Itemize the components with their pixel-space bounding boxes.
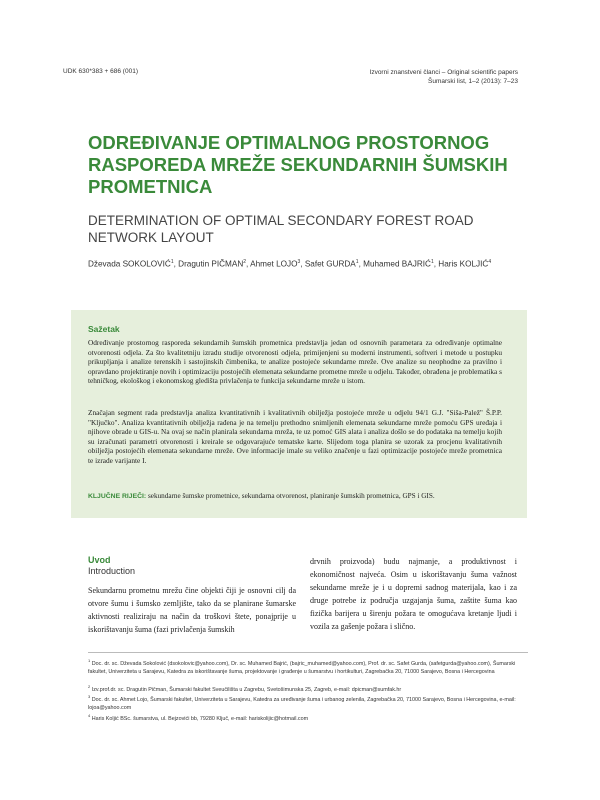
intro-heading-croatian: Uvod (88, 555, 111, 565)
author-name: Haris KOLJIĆ (438, 259, 489, 269)
author-name: Dragutin PIČMAN (178, 259, 244, 269)
author-name: Muhamed BAJRIĆ (363, 259, 431, 269)
intro-column-2: drvnih proizvoda) budu najmanje, a produktivnost i ekonomičnost najveća. Osim u iskorištavanju šuma važnost sekundarne mreže je i u dopremi sadnog materijala, kao i za druge potrebe iz područja uzgajanja šuma, zaštite šuma kao fizička barijera u širenju požara te omogućava kretanje ljudi i vozila za gašenje požara i slično. (310, 557, 517, 631)
footnote-3-text: Doc. dr. sc. Ahmet Lojo, Šumarski fakultet, Univerziteta u Sarajevu, Katedra za uređivanje šuma i urbanog zelenila, Zagrebačka 20, 71000 Sarajevo, Bosna i Hercegovina, e-mail: lojoa@yahoo.com (88, 696, 516, 712)
intro-heading-english: Introduction (88, 566, 136, 576)
footnote-3: $^3$ Doc. dr. sc. Ahmet Lojo, Šumarski fakultet, Univerziteta u Sarajevu, Katedra za uređivanje šuma i urbanog zelenila, Zagrebačka 20, 71000 Sarajevo, Bosna i Hercegovina, e-mail: lojoa@yahoo.com (88, 694, 516, 712)
journal-citation: Šumarski list, 1–2 (2013): 7–23 (428, 78, 518, 85)
author-affiliation-mark: 4 (488, 259, 492, 265)
keywords-label: KLJUČNE RIJEČI: (88, 493, 147, 500)
author-affiliation-mark: 2 (243, 259, 247, 265)
footnote-2-text: Izv.prof.dr. sc. Dragutin Pičman, Šumarski fakultet Sveučilišta u Zagrebu, Svetošimunska 25, Zagreb, e-mail: dpicman@sumfak.hr (91, 686, 402, 693)
author-affiliation-mark: 1 (355, 259, 359, 265)
abstract-paragraph-1: Određivanje prostornog rasporeda sekundarnih šumskih prometnica predstavlja jedan od osnovnih parametara za određivanje optimalne otvorenosti odjela. Za što kvalitetniju izradu studije otvorenosti odjela, primijenjeni su moderni instrumenti, softveri i metode u postupku prikupljanja i analize terenskih i sastojinskih čimbenika, te analize postojeće sekundarne mreže. Ove analize su neophodne za pravilno i opravdano projektiranje novih i optimizaciju postojećih elemenata sekundarne prometne mreže u odjelu. Također, obrađena je problematika s tehničkog, ekološkog i ekonomskog gledišta privlačenja te funkcija sekundarne mreže u istom. (88, 338, 502, 386)
article-type: Izvorni znanstveni članci – Original scientific papers (369, 69, 518, 76)
author-affiliation-mark: 1 (430, 259, 434, 265)
paper-title-english: DETERMINATION OF OPTIMAL SECONDARY FOREST ROAD NETWORK LAYOUT (88, 213, 474, 245)
intro-column-1: Sekundarnu prometnu mrežu čine objekti čiji je osnovni cilj da otvore šumu i šumsko zemljište, tako da se planirane šumarske aktivnosti realiziraju na način da troškovi štete, ponajprije u iskorištavanju šuma (fazi privlačenja šumskih (88, 586, 296, 634)
abstract-paragraph-2: Značajan segment rada predstavlja analiza kvantitativnih i kvalitativnih obilježja postojeće mreže u odjelu 94/1 G.J. "Siša-Palež" Š.P.P. "Ključko". Analiza kvantitativnih obilježja rađena je na temelju prethodno snimljenih elemenata sekundarne mreže pomoću GPS uređaja i njihove obrade u GIS-u. Na ovaj se način planirala sekundarna mreža, te uz pomoć GIS alata i analiza došlo se do podataka na temelju kojih su izračunati parametri otvorenosti i kreirale se odgovarajuće tematske karte. Slijedom toga planira se uzorak za procjenu kvalitativnih obilježja postojećih elemenata sekundarne mreže. Ove informacije imale su veliko značenje u fazi optimizacije postojeće mreže prometnica te izrade varijante I. (88, 408, 502, 465)
keywords (88, 492, 518, 500)
paper-title-croatian: ODREĐIVANJE OPTIMALNOG PROSTORNOG RASPOREDA MREŽE SEKUNDARNIH ŠUMSKIH PROMETNICA (88, 132, 508, 197)
footnote-2: $^2$ Izv.prof.dr. sc. Dragutin Pičman, Šumarski fakultet Sveučilišta u Zagrebu, Svetošimunska 25, Zagreb, e-mail: dpicman@sumfak.hr (88, 684, 402, 693)
footnote-1: $^1$ Doc. dr. sc. Dževada Sokolović (dsokolovic@yahoo.com), Dr. sc. Muhamed Bajrić, (bajric_muhamed@yahoo.com), Prof. dr. sc. Safet Gurda, (safetgurda@yahoo.com), Šumarski fakultet, Univerziteta u Sarajevu, Katedra za iskorištavanje šuma, projektovanje i građenje u šumarstvu i hortikulturi, Zagrebačka 20, 71000 Sarajevo, Bosna i Hercegovina (88, 658, 516, 676)
author-name: Ahmet LOJO (250, 259, 298, 269)
footnote-1-text: Doc. dr. sc. Dževada Sokolović (dsokolovic@yahoo.com), Dr. sc. Muhamed Bajrić, (bajric_muhamed@yahoo.com), Prof. dr. sc. Safet Gurda, (safetgurda@yahoo.com), Šumarski fakultet, Univerziteta u Sarajevu, Katedra za iskorištavanje šuma, projektovanje i građenje u šumarstvu i hortikulturi, Zagrebačka 20, 71000 Sarajevo, Bosna i Hercegovina (88, 660, 516, 676)
author-name: Dževada SOKOLOVIĆ (88, 259, 171, 269)
journal-header (370, 68, 518, 86)
author-affiliation-mark: 1 (170, 259, 174, 265)
udk-code: UDK 630*383 + 686 (001) (63, 68, 138, 75)
footnote-divider (88, 652, 528, 653)
author-name: Safet GURDA (304, 259, 356, 269)
author-list: Dževada SOKOLOVIĆ$^1$, Dragutin PIČMAN$^2$, Ahmet LOJO$^3$, Safet GURDA$^1$, Muhamed BAJRIĆ$^1$, Haris KOLJIĆ$^4$ (88, 259, 492, 269)
footnote-4: $^4$ Haris Koljić BSc. šumarstva, ul. Bejzovići bb, 79280 Ključ, e-mail: hariskolijic@hotmail.com (88, 713, 309, 722)
abstract-heading: Sažetak (88, 324, 120, 334)
keywords-text: sekundarne šumske prometnice, sekundarna otvorenost, planiranje šumskih prometnica, GPS i GIS. (146, 492, 435, 500)
footnote-4-text: Haris Koljić BSc. šumarstva, ul. Bejzovići bb, 79280 Ključ, e-mail: hariskolijic@hotmail.com (91, 715, 309, 722)
author-affiliation-mark: 3 (297, 259, 301, 265)
